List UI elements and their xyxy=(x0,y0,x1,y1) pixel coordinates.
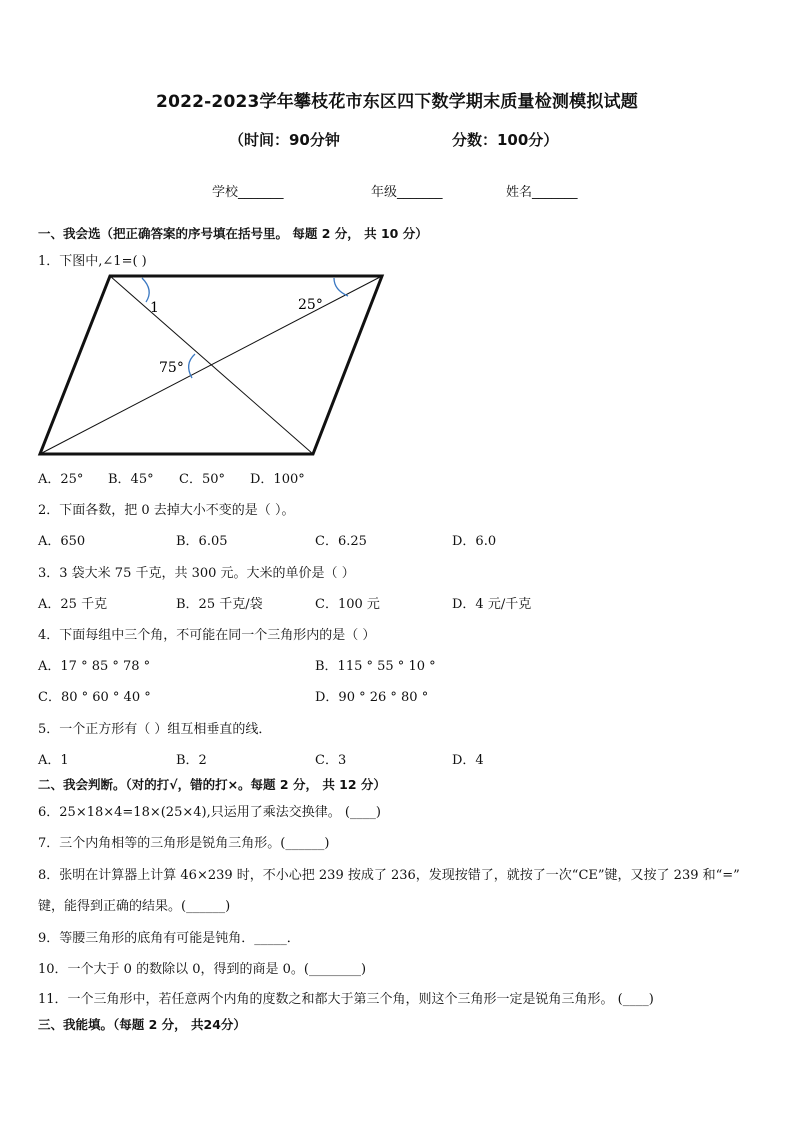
question-11-text: 11．一个三角形中，若任意两个内角的度数之和都大于第三个角，则这个三角形一定是锐角三角形。 (____) xyxy=(38,992,654,1007)
q5-option-c[interactable]: C．3 xyxy=(315,753,347,768)
section-3-heading: 三、我能填。（每题 2 分， 共24分） xyxy=(38,1017,246,1032)
question-5-text: 5．一个正方形有（ ）组互相垂直的线． xyxy=(38,722,272,737)
q3-option-b[interactable]: B．25 千克/袋 xyxy=(176,597,263,612)
angle-75-label: 75° xyxy=(159,360,184,376)
q2-option-b[interactable]: B．6.05 xyxy=(176,534,228,549)
q1-option-c[interactable]: C．50° xyxy=(179,472,225,487)
angle-1-arc xyxy=(142,278,149,302)
question-2-text: 2．下面各数，把 0 去掉大小不变的是（ ）。 xyxy=(38,503,295,518)
question-3-text: 3．3 袋大米 75 千克，共 300 元。大米的单价是（ ） xyxy=(38,566,355,581)
diagonal-2 xyxy=(40,276,382,454)
q5-option-d[interactable]: D．4 xyxy=(452,753,484,768)
q3-option-a[interactable]: A．25 千克 xyxy=(38,597,108,612)
q5-option-b[interactable]: B．2 xyxy=(176,753,207,768)
question-7-text: 7．三个内角相等的三角形是锐角三角形。(______) xyxy=(38,836,330,851)
q5-option-a[interactable]: A．1 xyxy=(38,753,69,768)
q2-option-a[interactable]: A．650 xyxy=(38,534,86,549)
question-1-text: 1．下图中,∠1=( ) xyxy=(38,254,147,269)
angle-25-label: 25° xyxy=(298,297,323,313)
section-2-heading: 二、我会判断。（对的打√，错的打×。每题 2 分， 共 12 分） xyxy=(38,777,386,792)
q2-option-c[interactable]: C．6.25 xyxy=(315,534,367,549)
q4-option-d[interactable]: D．90 ° 26 ° 80 ° xyxy=(315,690,429,705)
angle-75-arc xyxy=(189,354,195,378)
q1-option-d[interactable]: D．100° xyxy=(250,472,305,487)
q4-option-a[interactable]: A．17 ° 85 ° 78 ° xyxy=(38,659,151,674)
question-10-text: 10．一个大于 0 的数除以 0，得到的商是 0。(________) xyxy=(38,962,367,977)
q3-option-c[interactable]: C．100 元 xyxy=(315,597,380,612)
q3-option-d[interactable]: D．4 元/千克 xyxy=(452,597,532,612)
question-6-text: 6．25×18×4=18×(25×4),只运用了乘法交换律。 (____) xyxy=(38,805,381,820)
question-4-text: 4．下面每组中三个角，不可能在同一个三角形内的是（ ） xyxy=(38,628,376,643)
angle-1-label: 1 xyxy=(150,300,159,316)
q2-option-d[interactable]: D．6.0 xyxy=(452,534,497,549)
q4-option-b[interactable]: B．115 ° 55 ° 10 ° xyxy=(315,659,436,674)
q4-option-c[interactable]: C．80 ° 60 ° 40 ° xyxy=(38,690,151,705)
question-8-text-line-2: 键，能得到正确的结果。(______) xyxy=(38,899,231,914)
question-8-text-line-1: 8．张明在计算器上计算 46×239 时，不小心把 239 按成了 236，发现按错了，就按了一次“CE”键，又按了 239 和“=” xyxy=(38,868,740,883)
exam-score: 分数：100分） xyxy=(452,131,559,149)
name-field[interactable]: 姓名_______ xyxy=(506,185,578,200)
q1-option-b[interactable]: B．45° xyxy=(108,472,154,487)
question-9-text: 9．等腰三角形的底角有可能是钝角．_____． xyxy=(38,931,300,946)
school-field[interactable]: 学校_______ xyxy=(212,185,284,200)
page-title: 2022-2023学年攀枝花市东区四下数学期末质量检测模拟试题 xyxy=(156,92,638,112)
q1-option-a[interactable]: A．25° xyxy=(38,472,84,487)
grade-field[interactable]: 年级_______ xyxy=(371,185,443,200)
exam-time: （时间：90分钟 xyxy=(229,131,340,149)
section-1-heading: 一、我会选（把正确答案的序号填在括号里。 每题 2 分， 共 10 分） xyxy=(38,226,428,241)
angle-25-arc xyxy=(334,278,348,296)
parallelogram-figure xyxy=(30,268,390,463)
